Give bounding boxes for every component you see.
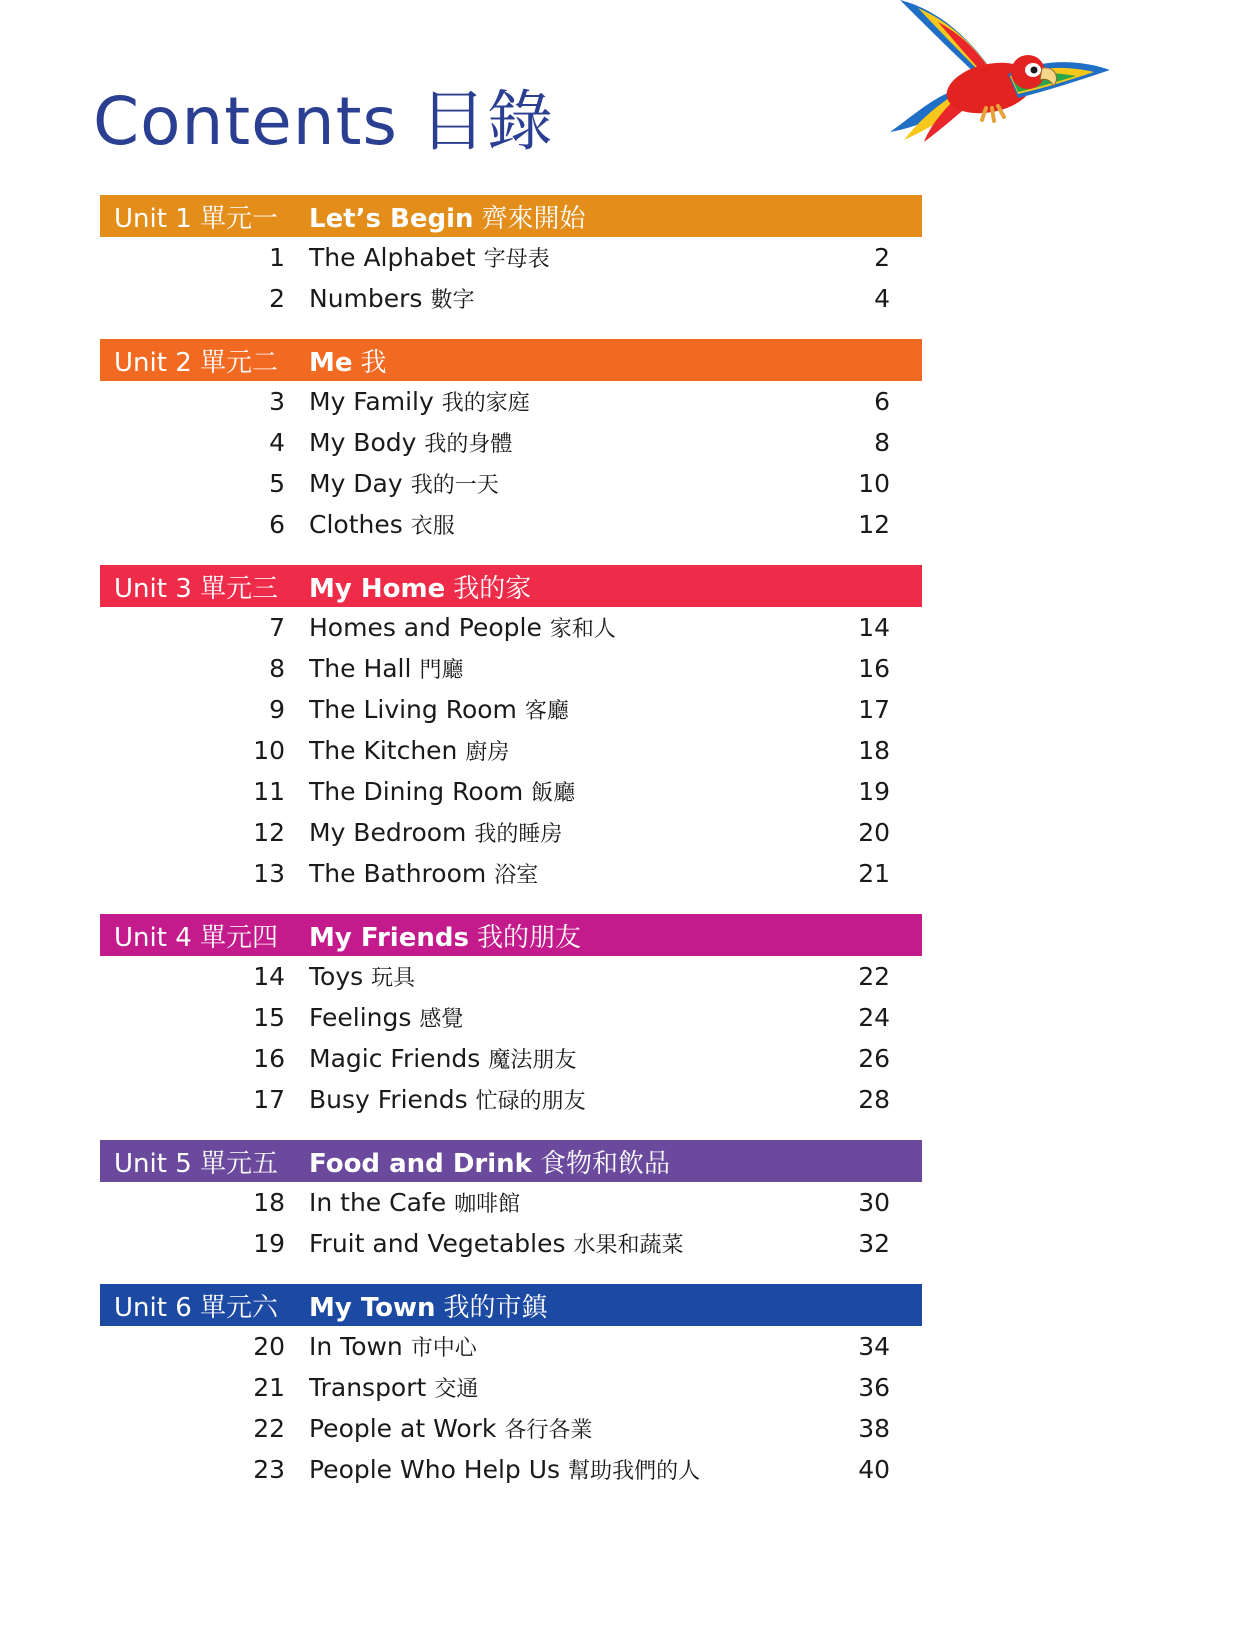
lesson-page-number: 24 xyxy=(858,1003,890,1032)
lesson-title-zh: 衣服 xyxy=(410,514,455,539)
lesson-number: 18 xyxy=(253,1188,285,1217)
lesson-title xyxy=(309,776,840,807)
lesson-title xyxy=(309,1372,840,1403)
lesson-page-number: 38 xyxy=(858,1414,890,1443)
unit-header xyxy=(100,1140,922,1182)
unit-label: Unit 3 單元三 xyxy=(114,573,278,604)
unit-title-en: Food and Drink xyxy=(309,1148,532,1179)
lesson-title-zh: 交通 xyxy=(434,1377,479,1402)
lesson-title-en: In Town xyxy=(309,1332,403,1361)
lesson-title-zh: 我的家庭 xyxy=(441,391,530,416)
lesson-row xyxy=(100,853,922,894)
unit-title-zh: 食物和飲品 xyxy=(539,1148,670,1179)
lesson-row xyxy=(100,1182,922,1223)
lesson-row xyxy=(100,278,922,319)
lesson-title-zh: 幫助我們的人 xyxy=(568,1459,701,1484)
lesson-number: 12 xyxy=(253,818,285,847)
lesson-page-number: 26 xyxy=(858,1044,890,1073)
lesson-title-en: People at Work xyxy=(309,1414,497,1443)
lesson-title-zh: 數字 xyxy=(430,288,475,313)
lesson-page-number: 4 xyxy=(874,284,890,313)
lesson-row xyxy=(100,771,922,812)
lesson-number: 5 xyxy=(269,469,285,498)
unit-title-en: Let’s Begin xyxy=(309,203,474,234)
unit-section xyxy=(100,914,922,1120)
lesson-page-number: 28 xyxy=(858,1085,890,1114)
unit-title xyxy=(309,198,586,235)
lesson-number: 3 xyxy=(269,387,285,416)
lesson-page-number: 32 xyxy=(858,1229,890,1258)
lesson-title-en: Transport xyxy=(309,1373,427,1402)
lesson-row xyxy=(100,1326,922,1367)
lesson-number: 6 xyxy=(269,510,285,539)
lesson-title-zh: 我的一天 xyxy=(410,473,499,498)
lesson-number: 19 xyxy=(253,1229,285,1258)
lesson-row xyxy=(100,689,922,730)
unit-header xyxy=(100,565,922,607)
lesson-row xyxy=(100,237,922,278)
page-title: Contents 目錄 xyxy=(93,83,554,160)
lesson-title xyxy=(309,1002,840,1033)
lesson-page-number: 40 xyxy=(858,1455,890,1484)
lesson-title xyxy=(309,1187,840,1218)
lesson-title-en: The Alphabet xyxy=(309,243,476,272)
lesson-title-zh: 浴室 xyxy=(494,863,539,888)
lesson-title-en: Numbers xyxy=(309,284,423,313)
lesson-title xyxy=(309,1331,840,1362)
unit-header xyxy=(100,914,922,956)
lesson-number: 7 xyxy=(269,613,285,642)
unit-label: Unit 6 單元六 xyxy=(114,1292,278,1323)
unit-label: Unit 2 單元二 xyxy=(114,347,278,378)
unit-title xyxy=(309,568,531,605)
unit-label: Unit 5 單元五 xyxy=(114,1148,278,1179)
lesson-row xyxy=(100,648,922,689)
lesson-title xyxy=(309,386,840,417)
lesson-row xyxy=(100,956,922,997)
lesson-title xyxy=(309,1228,840,1259)
lesson-title xyxy=(309,468,840,499)
lesson-title-en: In the Cafe xyxy=(309,1188,447,1217)
lesson-number: 4 xyxy=(269,428,285,457)
lesson-title-en: The Dining Room xyxy=(309,777,524,806)
unit-title-zh: 齊來開始 xyxy=(481,203,586,234)
lesson-row xyxy=(100,381,922,422)
unit-section xyxy=(100,339,922,545)
unit-title-en: My Friends xyxy=(309,922,469,953)
unit-section xyxy=(100,195,922,319)
lesson-title xyxy=(309,1454,840,1485)
lesson-title-zh: 我的身體 xyxy=(424,432,513,457)
lesson-title-en: My Day xyxy=(309,469,403,498)
lesson-title xyxy=(309,694,840,725)
lesson-title xyxy=(309,1413,840,1444)
lesson-title xyxy=(309,653,840,684)
lesson-number: 15 xyxy=(253,1003,285,1032)
lesson-title-zh: 我的睡房 xyxy=(474,822,563,847)
lesson-title xyxy=(309,427,840,458)
unit-title-zh: 我 xyxy=(360,347,387,378)
lesson-page-number: 20 xyxy=(858,818,890,847)
lesson-title xyxy=(309,735,840,766)
lesson-title-en: Clothes xyxy=(309,510,403,539)
lesson-number: 8 xyxy=(269,654,285,683)
lesson-title-zh: 玩具 xyxy=(371,966,416,991)
lesson-page-number: 18 xyxy=(858,736,890,765)
unit-title xyxy=(309,917,581,954)
unit-title xyxy=(309,1143,670,1180)
lesson-row xyxy=(100,1449,922,1490)
lesson-title-zh: 魔法朋友 xyxy=(488,1048,577,1073)
lesson-row xyxy=(100,1079,922,1120)
lesson-page-number: 10 xyxy=(858,469,890,498)
lesson-page-number: 12 xyxy=(858,510,890,539)
lesson-title-zh: 各行各業 xyxy=(504,1418,593,1443)
lesson-page-number: 2 xyxy=(874,243,890,272)
lesson-title-zh: 忙碌的朋友 xyxy=(475,1089,586,1114)
lesson-title xyxy=(309,612,840,643)
lesson-title-zh: 字母表 xyxy=(483,247,550,272)
lesson-number: 2 xyxy=(269,284,285,313)
unit-label: Unit 1 單元一 xyxy=(114,203,278,234)
lesson-title-en: Fruit and Vegetables xyxy=(309,1229,566,1258)
lesson-number: 13 xyxy=(253,859,285,888)
lesson-page-number: 14 xyxy=(858,613,890,642)
unit-label: Unit 4 單元四 xyxy=(114,922,278,953)
lesson-title-zh: 客廳 xyxy=(524,699,569,724)
lesson-page-number: 34 xyxy=(858,1332,890,1361)
unit-section xyxy=(100,565,922,894)
lesson-title-en: My Body xyxy=(309,428,417,457)
lesson-title xyxy=(309,858,840,889)
lesson-page-number: 16 xyxy=(858,654,890,683)
table-of-contents xyxy=(100,195,922,1510)
lesson-row xyxy=(100,607,922,648)
lesson-title-en: Homes and People xyxy=(309,613,542,642)
lesson-number: 10 xyxy=(253,736,285,765)
lesson-row xyxy=(100,504,922,545)
unit-section xyxy=(100,1284,922,1490)
lesson-title xyxy=(309,283,840,314)
unit-header xyxy=(100,1284,922,1326)
lesson-number: 20 xyxy=(253,1332,285,1361)
lesson-title-en: The Kitchen xyxy=(309,736,458,765)
lesson-title-en: My Family xyxy=(309,387,434,416)
lesson-title-zh: 廚房 xyxy=(465,740,510,765)
lesson-page-number: 30 xyxy=(858,1188,890,1217)
lesson-number: 14 xyxy=(253,962,285,991)
unit-title-zh: 我的市鎮 xyxy=(443,1292,548,1323)
lesson-row xyxy=(100,730,922,771)
lesson-page-number: 21 xyxy=(858,859,890,888)
lesson-page-number: 36 xyxy=(858,1373,890,1402)
lesson-page-number: 6 xyxy=(874,387,890,416)
lesson-title xyxy=(309,1084,840,1115)
lesson-number: 21 xyxy=(253,1373,285,1402)
lesson-title-zh: 水果和蔬菜 xyxy=(573,1233,684,1258)
lesson-page-number: 22 xyxy=(858,962,890,991)
lesson-title-en: The Bathroom xyxy=(309,859,487,888)
lesson-number: 23 xyxy=(253,1455,285,1484)
unit-section xyxy=(100,1140,922,1264)
lesson-title-en: Magic Friends xyxy=(309,1044,481,1073)
lesson-page-number: 8 xyxy=(874,428,890,457)
lesson-row xyxy=(100,997,922,1038)
lesson-title-zh: 感覺 xyxy=(419,1007,464,1032)
unit-title-zh: 我的朋友 xyxy=(476,922,581,953)
lesson-title xyxy=(309,242,840,273)
lesson-title xyxy=(309,961,840,992)
lesson-title xyxy=(309,509,840,540)
unit-header xyxy=(100,195,922,237)
unit-title xyxy=(309,342,387,379)
lesson-title-en: People Who Help Us xyxy=(309,1455,561,1484)
lesson-title-en: The Living Room xyxy=(309,695,517,724)
lesson-number: 9 xyxy=(269,695,285,724)
lesson-row xyxy=(100,1367,922,1408)
parrot-illustration xyxy=(890,0,1115,145)
unit-title xyxy=(309,1287,548,1324)
lesson-number: 1 xyxy=(269,243,285,272)
lesson-number: 16 xyxy=(253,1044,285,1073)
unit-header xyxy=(100,339,922,381)
unit-title-en: My Town xyxy=(309,1292,436,1323)
lesson-title-zh: 市中心 xyxy=(410,1336,477,1361)
lesson-page-number: 19 xyxy=(858,777,890,806)
lesson-title-zh: 咖啡館 xyxy=(454,1192,521,1217)
lesson-title xyxy=(309,1043,840,1074)
lesson-row xyxy=(100,1038,922,1079)
lesson-title-zh: 家和人 xyxy=(549,617,616,642)
lesson-row xyxy=(100,463,922,504)
lesson-row xyxy=(100,812,922,853)
unit-title-en: Me xyxy=(309,347,353,378)
unit-title-en: My Home xyxy=(309,573,446,604)
lesson-row xyxy=(100,1408,922,1449)
lesson-title-en: Feelings xyxy=(309,1003,412,1032)
lesson-title-en: Busy Friends xyxy=(309,1085,468,1114)
lesson-row xyxy=(100,1223,922,1264)
lesson-title-zh: 門廳 xyxy=(419,658,464,683)
lesson-title-en: The Hall xyxy=(309,654,412,683)
unit-title-zh: 我的家 xyxy=(453,573,532,604)
lesson-title-en: Toys xyxy=(309,962,364,991)
lesson-title-zh: 飯廳 xyxy=(531,781,576,806)
lesson-number: 17 xyxy=(253,1085,285,1114)
lesson-row xyxy=(100,422,922,463)
lesson-number: 11 xyxy=(253,777,285,806)
lesson-title-en: My Bedroom xyxy=(309,818,467,847)
lesson-title xyxy=(309,817,840,848)
lesson-number: 22 xyxy=(253,1414,285,1443)
lesson-page-number: 17 xyxy=(858,695,890,724)
